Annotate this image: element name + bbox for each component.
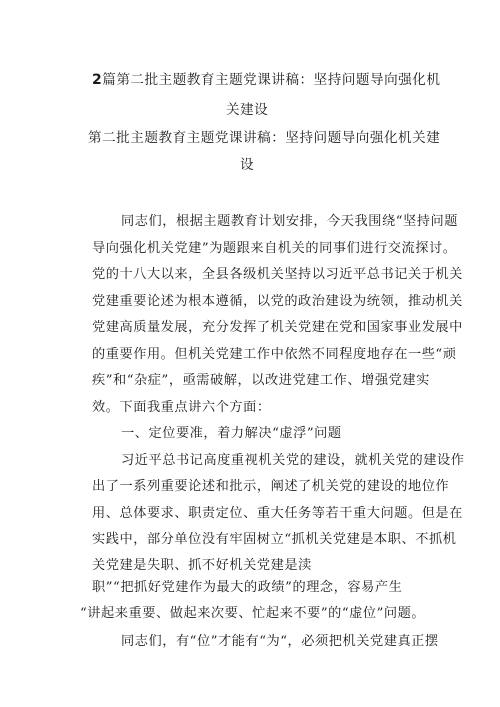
body-line: 实践中，部分单位没有牢固树立“抓机关党建是本职、不抓机 [92,532,457,547]
body-line: 出了一系列重要论述和批示，阐述了机关党的建设的地位作 [92,479,450,494]
body-line: 疾”和“杂症”，亟需破解，以改进党建工作、增强党建实 [92,373,430,388]
body-line: 党的十八大以来，全县各级机关坚持以习近平总书记关于机关 [92,267,463,282]
body-line: 用、总体要求、职责定位、重大任务等若干重大问题。但是在 [92,506,463,521]
document-subtitle-line-2: 设 [240,157,255,173]
body-line: 同志们，根据主题教育计划安排，今天我围绕“坚持问题 [121,214,458,229]
body-line: 党建重要论述为根本遵循，以党的政治建设为统领，推动机关 [92,294,463,309]
body-line: 同志们，有“位”才能有“为“，必须把机关党建真正摆 [121,634,439,649]
document-title-line-2: 关建设 [226,102,269,118]
body-line: 导向强化机关党建”为题跟来自机关的同事们进行交流探讨。 [92,241,457,256]
body-line: 职”“把抓好党建作为最大的政绩”的理念，容易产生 [92,580,403,595]
body-line: 效。下面我重点讲六个方面： [92,400,271,415]
section-heading: 一、定位要准，着力解决“虚浮”问题 [121,426,342,441]
body-line: 党建高质量发展，充分发挥了机关党建在党和国家事业发展中 [92,320,463,335]
document-title-line-1 [92,72,441,88]
title-number: 2 [92,72,103,88]
body-line: 关党建是失职、抓不好机关党建是渎 [92,558,312,573]
body-line: “讲起来重要、做起来次要、忙起来不要”的“虚位”问题。 [80,606,426,621]
body-line: 习近平总书记高度重视机关党的建设，就机关党的建设作 [121,453,465,468]
title-text: 篇第二批主题教育主题党课讲稿：坚持问题导向强化机 [102,72,441,88]
body-line: 的重要作用。但机关党建工作中依然不同程度地存在一些“顽 [92,347,457,362]
document-subtitle-line-1: 第二批主题教育主题党课讲稿：坚持问题导向强化机关建 [88,130,441,146]
